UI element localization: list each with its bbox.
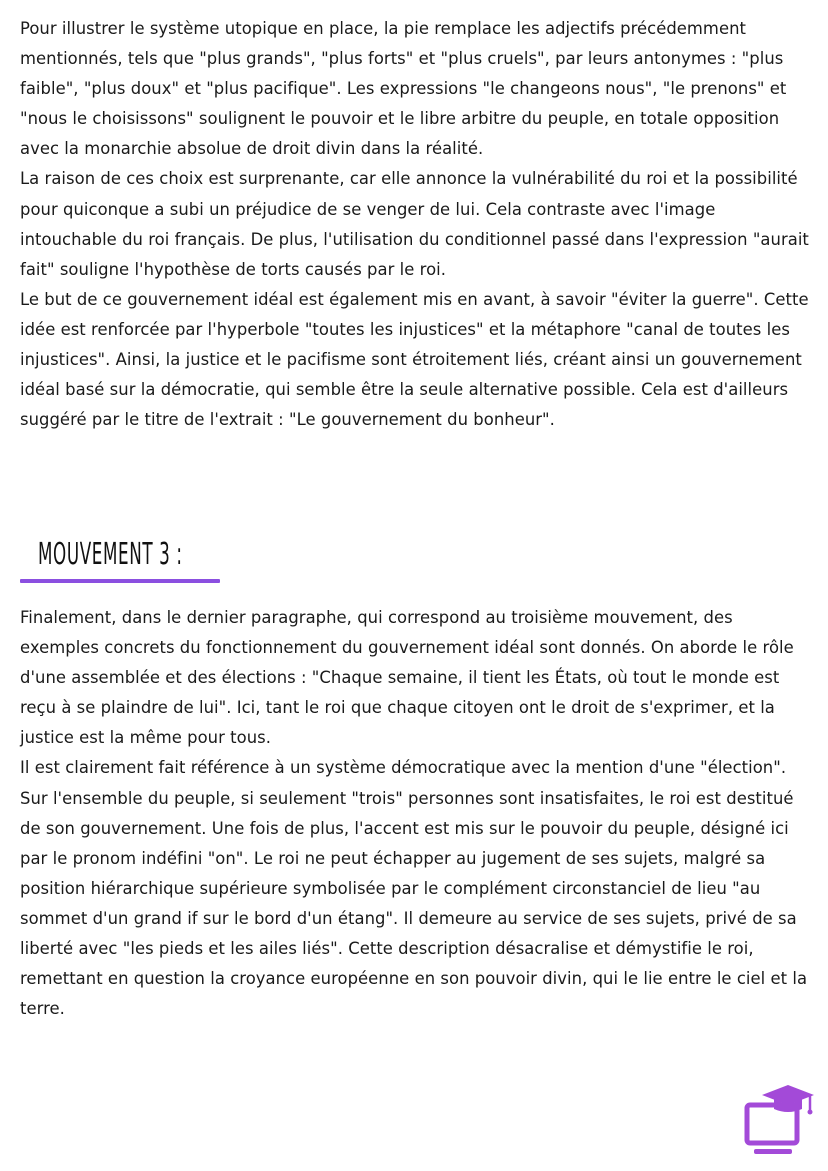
- section-heading: MOUVEMENT 3 :: [38, 537, 183, 572]
- paragraph: Pour illustrer le système utopique en place, la pie remplace les adjectifs précédemment mentionnés, tels que "plus grands", "plus forts" et "plus cruels", par leurs antonymes : "plus faible", "plus doux" et "plus pacifique". Les expressions "le changeons nous", "le prenons" et "nous le choisissons" soulignent le pouvoir et le libre arbitre du peuple, en totale opposition avec la monarchie absolue de droit divin dans la réalité.: [20, 19, 787, 159]
- paragraph: La raison de ces choix est surprenante, car elle annonce la vulnérabilité du roi et la possibilité pour quiconque a subi un préjudice de se venger de lui. Cela contraste avec l'image intouchable du roi français. De plus, l'utilisation du conditionnel passé dans l'expression "aurait fait" souligne l'hypothèse de torts causés par le roi.: [20, 169, 809, 279]
- paragraph: Le but de ce gouvernement idéal est également mis en avant, à savoir "éviter la guerre". Cette idée est renforcée par l'hyperbole "toutes les injustices" et la métaphore "canal de toutes les injustices". Ainsi, la justice et le pacifisme sont étroitement liés, créant ainsi un gouvernement idéal basé sur la démocratie, qui semble être la seule alternative possible. Cela est d'ailleurs suggéré par le titre de l'extrait : "Le gouvernement du bonheur".: [20, 289, 809, 430]
- graduation-cap-monitor-icon: [744, 1083, 816, 1155]
- paragraph: Il est clairement fait référence à un système démocratique avec la mention d'une "élection". Sur l'ensemble du peuple, si seulement "trois" personnes sont insatisfaites, le roi est destitué de son gouvernement. Une fois de plus, l'accent est mis sur le pouvoir du peuple, désigné ici par le pronom indéfini "on". Le roi ne peut échapper au jugement de ses sujets, malgré sa position hiérarchique supérieure symbolisée par le complément circonstanciel de lieu "au sommet d'un grand if sur le bord d'un étang". Il demeure au service de ses sujets, privé de sa liberté avec "les pieds et les ailes liés". Cette description désacralise et démystifie le roi, remettant en question la croyance européenne en son pouvoir divin, qui le lie entre le ciel et la terre.: [20, 758, 808, 1019]
- paragraph: Finalement, dans le dernier paragraphe, qui correspond au troisième mouvement, des exemples concrets du fonctionnement du gouvernement idéal sont donnés. On aborde le rôle d'une assemblée et des élections : "Chaque semaine, il tient les États, où tout le monde est reçu à se plaindre de lui". Ici, tant le roi que chaque citoyen ont le droit de s'exprimer, et la justice est la même pour tous.: [20, 608, 794, 748]
- text-section-part2: [20, 603, 812, 1024]
- heading-underline: [20, 579, 220, 583]
- text-section-part1: [20, 14, 812, 435]
